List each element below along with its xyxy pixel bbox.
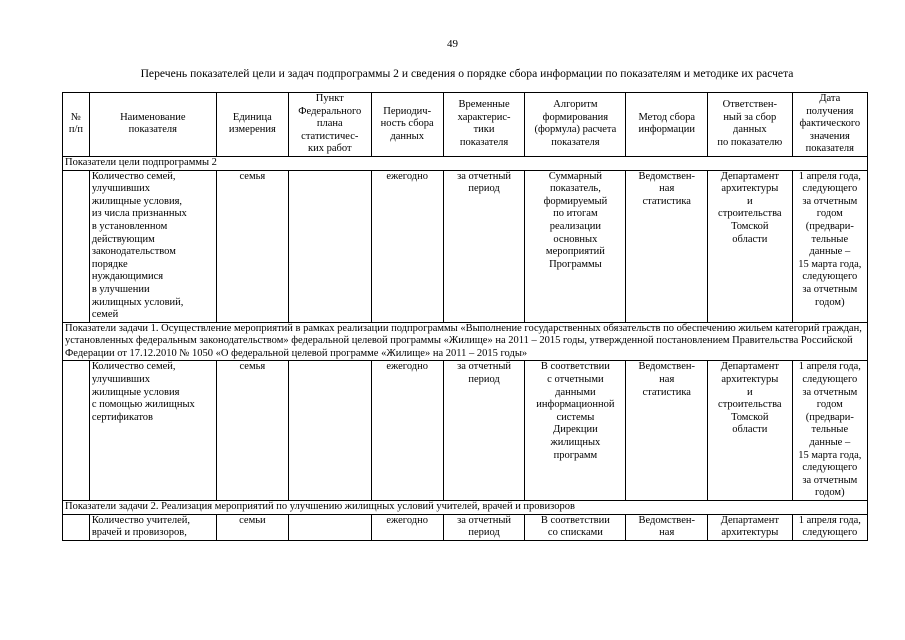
header-row [63,93,868,157]
header-timing: Временные характерис- тики показателя [443,93,525,157]
cell-method: Ведомствен- ная статистика [626,361,708,501]
cell-date: 1 апреля года, следующего за отчетным годом (предвари- тельные данные – 15 марта года, следующего за отчетным годом) [792,361,867,501]
cell-algorithm: В соответствии со списками [525,514,626,540]
cell-method: Ведомствен- ная статистика [626,170,708,322]
cell-unit: семья [216,361,288,501]
header-date: Дата получения фактического значения показателя [792,93,867,157]
header-responsible: Ответствен- ный за сбор данных по показателю [708,93,793,157]
header-plan: Пункт Федерального плана статистичес- ких работ [289,93,372,157]
cell-num [63,514,90,540]
cell-unit: семьи [216,514,288,540]
cell-date: 1 апреля года, следующего [792,514,867,540]
header-method: Метод сбора информации [626,93,708,157]
section-heading-row [63,156,868,170]
cell-algorithm: В соответствии с отчетными данными информационной системы Дирекции жилищных программ [525,361,626,501]
section-heading-row [63,322,868,361]
cell-responsible: Департамент архитектуры и строительства Томской области [708,361,793,501]
header-period: Периодич- ность сбора данных [371,93,443,157]
cell-num [63,170,90,322]
table-row [63,361,868,501]
section-heading: Показатели задачи 2. Реализация мероприятий по улучшению жилищных условий учителей, врачей и провизоров [63,501,868,515]
document-title: Перечень показателей цели и задач подпрограммы 2 и сведения о порядке сбора информации по показателям и методике их расчета [140,67,794,80]
header-name: Наименование показателя [89,93,216,157]
cell-name: Количество учителей, врачей и провизоров, [89,514,216,540]
cell-timing: за отчетный период [443,361,525,501]
section-heading: Показатели задачи 1. Осуществление мероприятий в рамках реализации подпрограммы «Выполнение государственных обязательств по обеспечению жильем категорий граждан, установленных федеральным законодательством» федеральной целевой программы «Жилище» на 2011 – 2015 годы, утвержденной постановлением Правительства Российской Федерации от 17.12.2010 № 1050 «О федеральной целевой программе «Жилище» на 2011 – 2015 годы» [63,322,868,361]
section-heading: Показатели цели подпрограммы 2 [63,156,868,170]
cell-name: Количество семей, улучшивших жилищные условия, из числа признанных в установленном действующим законодательством порядке нуждающимися в улучшении жилищных условий, семей [89,170,216,322]
cell-method: Ведомствен- ная [626,514,708,540]
section-heading-row [63,501,868,515]
cell-timing: за отчетный период [443,170,525,322]
cell-period: ежегодно [371,170,443,322]
cell-period: ежегодно [371,361,443,501]
cell-plan [289,170,372,322]
cell-num [63,361,90,501]
cell-unit: семья [216,170,288,322]
page-number: 49 [447,38,458,50]
cell-period: ежегодно [371,514,443,540]
header-unit: Единица измерения [216,93,288,157]
table-row [63,170,868,322]
indicators-table [62,92,868,541]
cell-responsible: Департамент архитектуры [708,514,793,540]
cell-plan [289,514,372,540]
header-num: № п/п [63,93,90,157]
cell-algorithm: Суммарный показатель, формируемый по итогам реализации основных мероприятий Программы [525,170,626,322]
cell-date: 1 апреля года, следующего за отчетным годом (предвари- тельные данные – 15 марта года, следующего за отчетным годом) [792,170,867,322]
cell-responsible: Департамент архитектуры и строительства Томской области [708,170,793,322]
cell-name: Количество семей, улучшивших жилищные условия с помощью жилищных сертификатов [89,361,216,501]
header-algorithm: Алгоритм формирования (формула) расчета показателя [525,93,626,157]
cell-timing: за отчетный период [443,514,525,540]
table-row [63,514,868,540]
cell-plan [289,361,372,501]
